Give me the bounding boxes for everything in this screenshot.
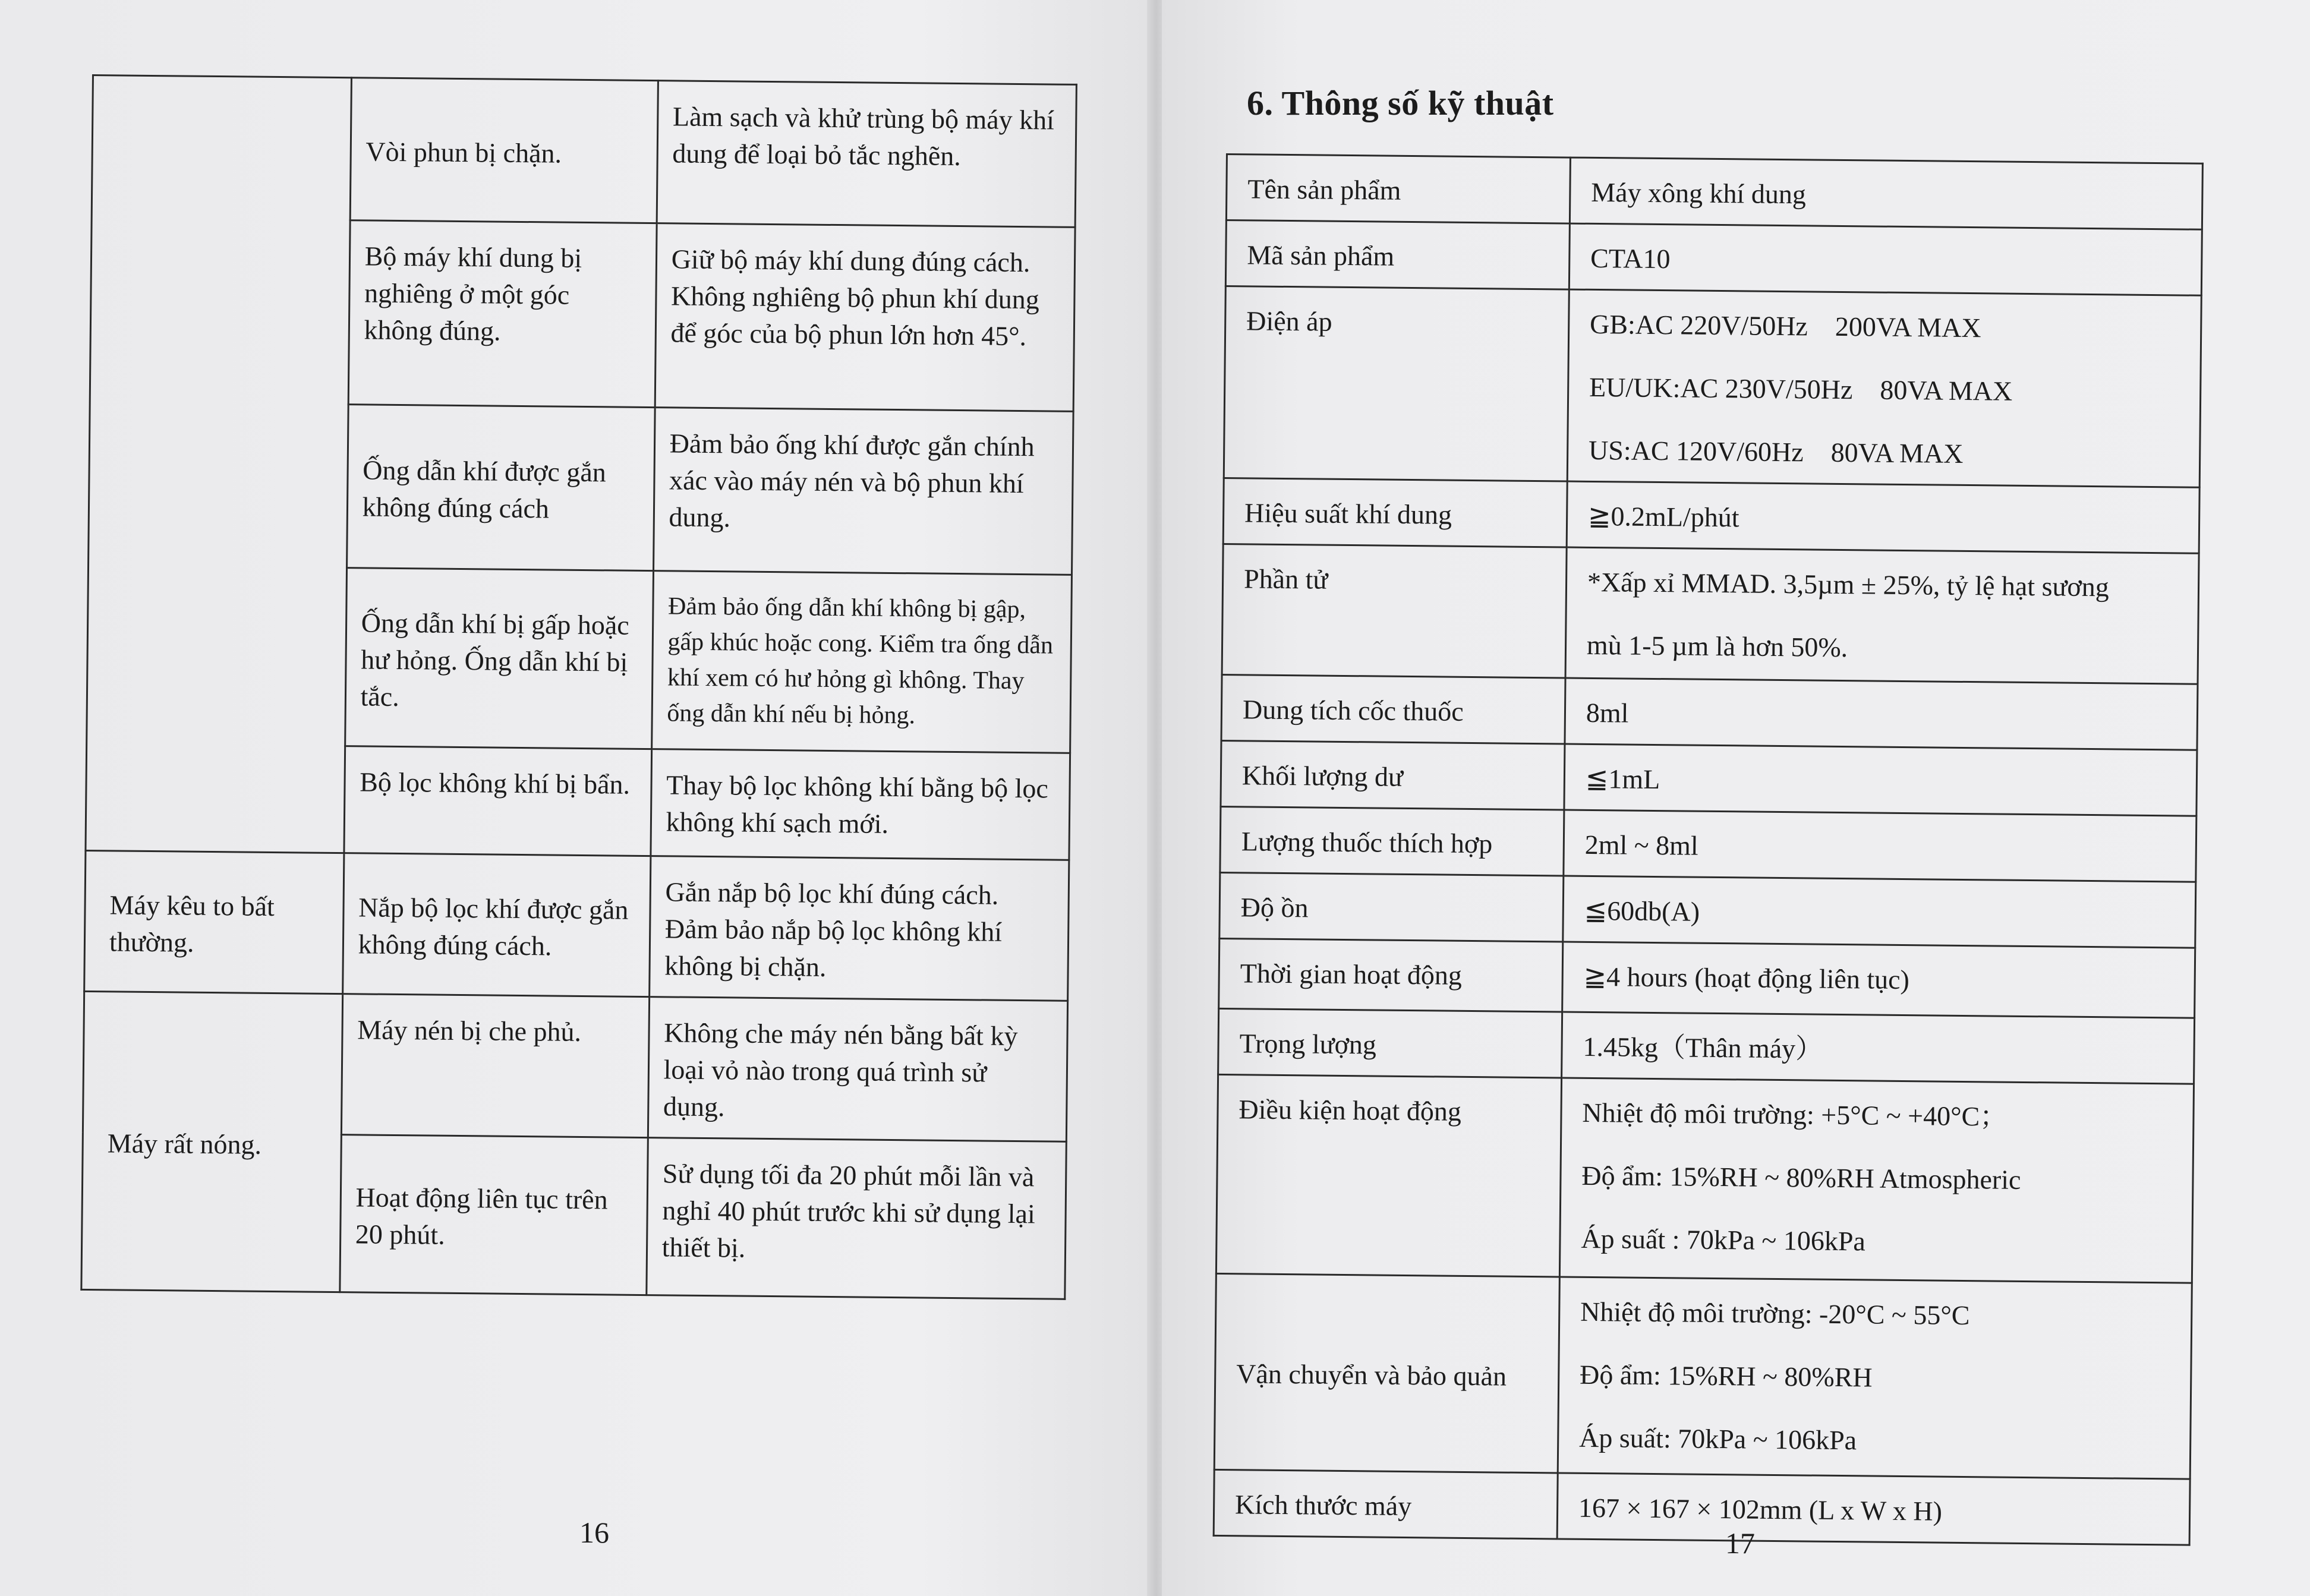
spec-row [1218,1008,2195,1084]
spec-row [1223,478,2199,553]
spec-value-line: *Xấp xỉ MMAD. 3,5µm ± 25%, tỷ lệ hạt sương [1587,566,2110,603]
spec-key: Vận chuyển và bảo quản [1214,1273,1559,1473]
table-row [83,991,1067,1141]
spec-row [1221,740,2197,816]
cause-cell: Nắp bộ lọc khí được gắn không đúng cách. [342,853,650,997]
problem-cell [86,75,351,853]
spec-value-line: Máy xông khí dung [1591,176,1807,210]
spec-table [1213,153,2204,1546]
spec-key: Tên sản phẩm [1226,154,1570,224]
spec-value-line: mù 1-5 µm là hơn 50%. [1586,629,1848,663]
troubleshooting-table [80,74,1077,1300]
spec-value-line: CTA10 [1590,242,1671,275]
spec-value [1564,810,2196,882]
spec-value-line: EU/UK:AC 230V/50Hz 80VA MAX [1589,371,2013,406]
spec-row [1214,1273,2192,1479]
cause-cell: Bộ lọc không khí bị bẩn. [344,746,652,856]
cause-cell: Hoạt động liên tục trên 20 phút. [340,1135,648,1295]
cause-cell: Ống dẫn khí bị gấp hoặc hư hỏng. Ống dẫn khí bị tắc. [345,568,653,749]
solution-cell: Đảm bảo ống khí được gắn chính xác vào máy nén và bộ phun khí dung. [653,408,1073,575]
spec-row [1226,154,2202,230]
spec-key: Lượng thuốc thích hợp [1220,806,1564,876]
spec-row [1222,544,2199,684]
solution-cell: Làm sạch và khử trùng bộ máy khí dung để loại bỏ tắc nghẽn. [657,81,1077,228]
spec-value-line: Nhiệt độ môi trường: -20°C ~ 55°C [1580,1296,1970,1331]
solution-cell: Gắn nắp bộ lọc khí đúng cách. Đảm bảo nắp bộ lọc không khí không bị chặn. [649,856,1069,1001]
solution-cell: Sử dụng tối đa 20 phút mỗi lần và nghỉ 40 phút trước khi sử dụng lại thiết bị. [646,1138,1066,1299]
solution-cell: Đảm bảo ống dẫn khí không bị gập, gấp khúc hoặc cong. Kiểm tra ống dẫn khí xem có hư hỏng gì không. Thay ống dẫn khí nếu bị hỏng. [651,571,1072,753]
spec-value-line: 8ml [1586,697,1629,728]
cause-cell: Máy nén bị che phủ. [341,994,649,1138]
spec-value-line: Áp suất: 70kPa ~ 106kPa [1578,1422,1857,1456]
spec-row [1225,220,2202,296]
spec-value [1559,1078,2194,1283]
page-number-right: 17 [1725,1526,1755,1560]
table-row [84,850,1069,1001]
spec-key: Dung tích cốc thuốc [1221,674,1565,744]
solution-cell: Thay bộ lọc không khí bằng bộ lọc không khí sạch mới. [651,749,1070,860]
spec-value-line: ≦1mL [1585,763,1660,795]
spec-value [1563,876,2196,948]
problem-cell: Máy rất nóng. [81,991,342,1292]
spec-row [1220,806,2196,882]
spec-value [1567,289,2201,487]
spec-key: Thời gian hoạt động [1219,938,1563,1012]
spec-value-line: GB:AC 220V/50Hz 200VA MAX [1589,308,1981,343]
page-number-left: 16 [579,1516,609,1549]
spec-key: Hiệu suất khí dung [1223,478,1567,547]
spec-key: Khối lượng dư [1221,740,1565,810]
spec-row [1224,286,2201,488]
spec-value-line: Áp suất : 70kPa ~ 106kPa [1581,1223,1866,1257]
spec-row [1219,938,2195,1018]
spec-value [1557,1473,2190,1545]
solution-cell: Giữ bộ máy khí dung đúng cách. Không nghiêng bộ phun khí dung để góc của bộ phun lớn hơn 45°. [655,223,1075,412]
problem-cell: Máy kêu to bất thường. [84,850,344,993]
spec-value-line: 167 × 167 × 102mm (L x W x H) [1578,1492,1943,1526]
spec-row [1219,872,2196,948]
spec-value-line: Độ ẩm: 15%RH ~ 80%RH Atmospheric [1581,1160,2021,1195]
spec-key: Kích thước máy [1214,1469,1558,1539]
spec-value [1562,942,2195,1018]
table-row [92,75,1076,228]
spec-key: Độ ồn [1219,872,1564,942]
spec-row [1216,1074,2194,1283]
spec-value-line: ≧4 hours (hoạt động liên tục) [1583,961,1910,995]
spec-value-line: Độ ẩm: 15%RH ~ 80%RH [1579,1359,1873,1393]
spec-value [1565,547,2199,684]
spec-value-line: ≦60db(A) [1584,895,1700,927]
spec-key: Điều kiện hoạt động [1216,1074,1561,1277]
spec-value-line: ≧0.2mL/phút [1587,500,1739,533]
spec-value [1565,678,2198,750]
spec-value-line: US:AC 120V/60Hz 80VA MAX [1588,434,1964,469]
spec-key: Phần tử [1222,544,1567,678]
spec-value-line: Nhiệt độ môi trường: +5°C ~ +40°C； [1582,1097,2008,1132]
spec-value [1558,1277,2192,1479]
spec-value-line: 2ml ~ 8ml [1584,829,1698,861]
spec-row [1214,1469,2190,1545]
spec-value-line: 1.45kg（Thân máy） [1583,1031,1823,1064]
spec-value [1567,481,2199,553]
spec-row [1221,674,2198,750]
spec-value [1570,157,2202,229]
section-title: 6. Thông số kỹ thuật [1247,84,1554,122]
spec-value [1569,223,2202,295]
spec-key: Trọng lượng [1218,1008,1562,1078]
spec-key: Mã sản phẩm [1225,220,1570,290]
cause-cell: Ống dẫn khí được gắn không đúng cách [346,405,655,571]
spec-value [1561,1012,2194,1084]
spec-key: Điện áp [1224,286,1569,482]
solution-cell: Không che máy nén bằng bất kỳ loại vỏ nào trong quá trình sử dụng. [648,997,1068,1142]
spec-value [1564,744,2197,816]
cause-cell: Bộ máy khí dung bị nghiêng ở một góc không đúng. [348,220,657,408]
cause-cell: Vòi phun bị chặn. [350,78,658,223]
